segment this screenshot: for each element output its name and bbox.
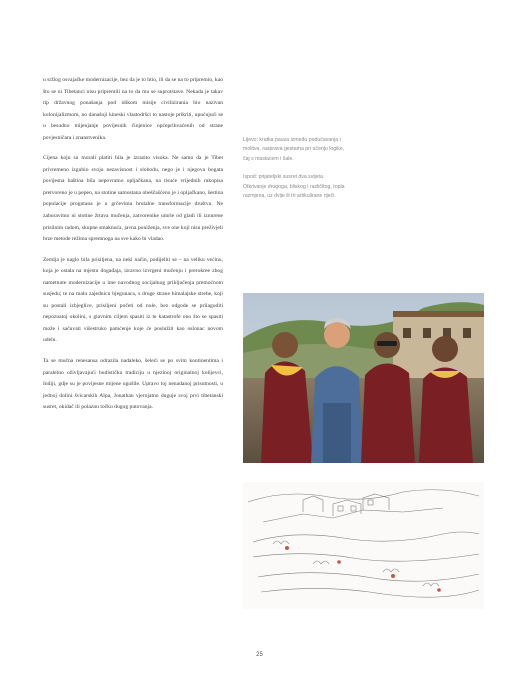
page-number: 25	[256, 652, 263, 658]
caption-below: Ispod: prijateljski susret dva svijeta. Otkrivanje drugoga, bliskog i različitog, topla razmjena, uz dvije ili tri artikulirane riječi.	[243, 174, 345, 200]
paragraph: Cijena koju su morali platiti bila je izrazito visoka. Ne samo da je Tibet privremeno izgubio svoju nezavisnost i slobodu, nego je i njegova bogata povijesna baština bila nepovratno opljačkana, na tisuće vrijednih rukopisa pretvoreno je u pepeo, na stotine samostana obeščašćeno je i opljačkano, šestina populacije progutana je u grčevima brutalne transformacije društva. Ne zaboravimo ni stotine žrtava mučenja, zatvorenike umrle od gladi ili iznurene prisilnim radom, skupne smaknuća, javna poniženja, sve one koji nisu preživjeli brze metode režima spremnoga na sve kako bi vladao.	[43, 155, 223, 243]
monks-photo	[243, 293, 484, 463]
paragraph: Ta se mučna renesansa odrazila nadaleko, šeleći se po svim kontinentima i paralelno oživljavajući budističku tradiciju u njezinoj originalnoj koliјevci, Indiji, gdje su je povijesne mijene ugušile. Upravo toj nenadanoj prisutnosti, u jednoj dolini švicarskih Alpa, Jonathan vjerojatno duguje svoj prvi tibetanski susret, okidač ili polaznu točku dugog putovanja.	[43, 358, 223, 411]
monastery-sketch	[243, 482, 484, 609]
main-text-column	[43, 75, 223, 423]
caption-column	[243, 136, 345, 210]
paragraph: u sržlog osvajačke modernizacije, bez da je to htio, ili da se na to pripremio, kao što se ni Tibetanci nisu pripremili na to da mu se suprotstave. Nekada je takav tip državnog ponašanja pod idikom misije civilizirania bio nazivan kolonijalizmom, no današnji kineski vlastodršci to nastoje prikriti, upućujući se u besudno mijenjanje povijesnih činjenice općeprihvaćenih od strane povjesničara i znanstvenika.	[43, 77, 223, 141]
caption-left: Lijevo: kratka pauza između podučavanja i molitva, rasprava gestama pri učenju logike, čaj s maslacem i šale.	[243, 137, 345, 162]
monastery-sketch-illustration	[243, 482, 484, 609]
paragraph: Zemlja je naglo bila prisiljena, na neki način, podijeliti se – na veliku većinu, koja je ostala na mjestu događaja, izravno izvrgeni mučenju i prerokreе zbog nametnute modernizacije u ime navodnog socijalnog priključenja premoćnom susjedu; te na malu zajednicu bjegunaca, s druge strane himalajske strehe, koji su postali izbjeglice, prisiljeni početi od nule, bez odgode se prilagoditi nepoznatoj okolini, s glavnim ciljem spasiti iz te katastrofe ono što se spasiti može i sačuvati višestruko pamćenje koje će poslužiti kao oslonac novom udelu.	[43, 256, 223, 344]
monks-photo-illustration	[243, 293, 484, 463]
